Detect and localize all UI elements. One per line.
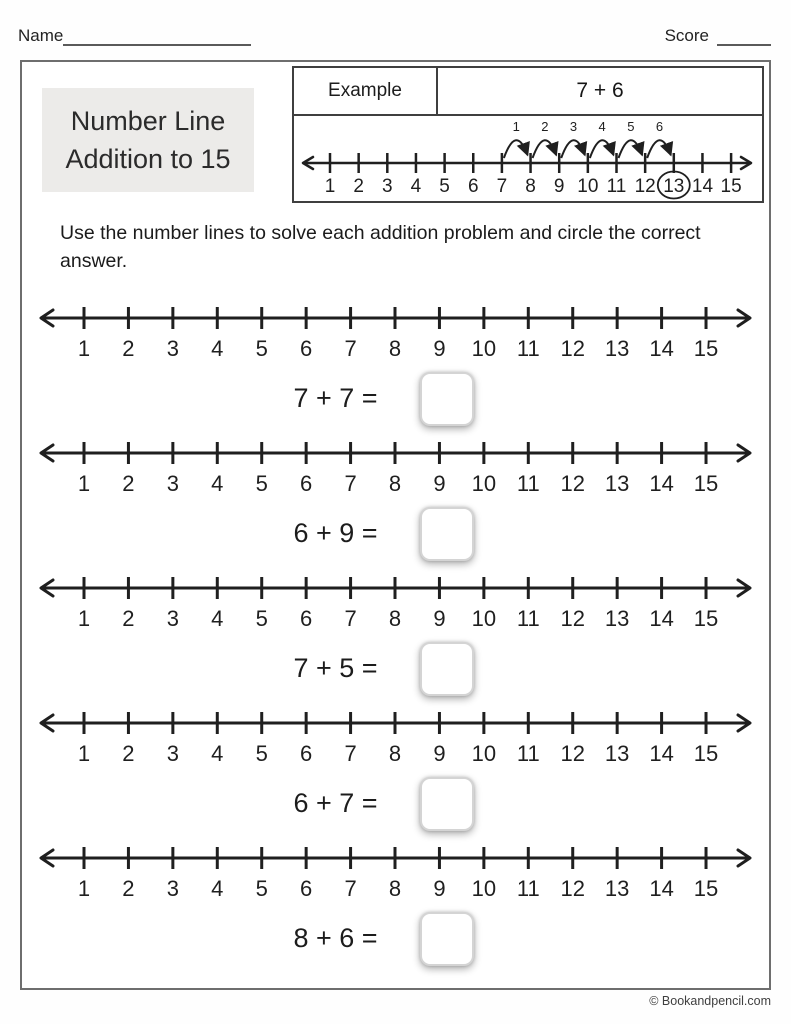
svg-text:1: 1 <box>77 605 91 631</box>
answer-box[interactable] <box>420 777 474 831</box>
svg-text:13: 13 <box>604 470 630 496</box>
svg-text:5: 5 <box>255 470 268 496</box>
svg-text:8: 8 <box>525 176 536 197</box>
svg-text:8: 8 <box>388 470 402 496</box>
svg-text:9: 9 <box>433 335 446 361</box>
svg-text:11: 11 <box>516 605 540 631</box>
svg-text:4: 4 <box>410 176 422 197</box>
svg-text:12: 12 <box>560 740 585 766</box>
svg-text:3: 3 <box>166 470 179 496</box>
svg-text:4: 4 <box>211 335 224 361</box>
svg-text:14: 14 <box>649 875 674 901</box>
svg-text:4: 4 <box>598 119 606 134</box>
svg-text:8: 8 <box>388 605 402 631</box>
svg-text:6: 6 <box>467 176 479 197</box>
svg-text:6: 6 <box>300 605 313 631</box>
problem-block <box>22 304 769 428</box>
svg-text:15: 15 <box>693 335 719 361</box>
svg-text:1: 1 <box>324 176 336 197</box>
example-header <box>294 68 762 116</box>
svg-text:11: 11 <box>516 335 540 361</box>
svg-text:9: 9 <box>553 176 565 197</box>
problem-row <box>10 640 757 698</box>
svg-text:13: 13 <box>663 176 685 197</box>
problems-list <box>22 304 769 968</box>
svg-text:3: 3 <box>166 335 179 361</box>
svg-text:10: 10 <box>471 335 497 361</box>
svg-text:12: 12 <box>634 176 656 197</box>
number-line-svg <box>22 709 769 767</box>
svg-text:1: 1 <box>77 875 91 901</box>
svg-text:2: 2 <box>122 605 135 631</box>
credit-text: © Bookandpencil.com <box>649 994 771 1008</box>
name-field <box>18 26 251 46</box>
svg-text:2: 2 <box>541 119 549 134</box>
number-line <box>22 844 769 902</box>
number-line <box>22 709 769 767</box>
svg-text:7: 7 <box>344 335 357 361</box>
number-line <box>22 304 769 362</box>
svg-text:9: 9 <box>433 470 446 496</box>
svg-text:7: 7 <box>344 605 357 631</box>
score-field <box>665 26 771 46</box>
svg-text:2: 2 <box>122 335 135 361</box>
svg-text:14: 14 <box>649 605 674 631</box>
svg-text:13: 13 <box>604 740 630 766</box>
svg-text:2: 2 <box>353 176 364 197</box>
title-line-2: Addition to 15 <box>65 144 231 174</box>
svg-text:7: 7 <box>344 470 357 496</box>
worksheet-header <box>22 62 769 203</box>
svg-text:12: 12 <box>560 875 585 901</box>
problem-row <box>10 775 757 833</box>
svg-text:2: 2 <box>122 875 135 901</box>
problem-expression: 6 + 9 = <box>293 518 378 549</box>
problem-block <box>22 709 769 833</box>
svg-text:5: 5 <box>439 176 450 197</box>
number-line-svg <box>22 304 769 362</box>
svg-text:3: 3 <box>166 605 179 631</box>
svg-text:15: 15 <box>693 740 719 766</box>
svg-text:12: 12 <box>560 470 585 496</box>
svg-text:6: 6 <box>300 470 313 496</box>
svg-text:10: 10 <box>471 875 497 901</box>
svg-text:3: 3 <box>382 176 393 197</box>
svg-text:1: 1 <box>77 335 91 361</box>
answer-box[interactable] <box>420 372 474 426</box>
answer-box[interactable] <box>420 912 474 966</box>
svg-text:7: 7 <box>496 176 508 197</box>
instructions-text: Use the number lines to solve each addition problem and circle the correct answer. <box>60 222 701 273</box>
svg-text:14: 14 <box>649 470 674 496</box>
svg-text:3: 3 <box>166 875 179 901</box>
svg-text:9: 9 <box>433 875 446 901</box>
svg-text:11: 11 <box>516 470 540 496</box>
svg-text:9: 9 <box>433 740 446 766</box>
svg-text:10: 10 <box>471 605 497 631</box>
svg-text:5: 5 <box>255 335 268 361</box>
svg-text:6: 6 <box>300 740 313 766</box>
svg-text:7: 7 <box>344 875 357 901</box>
worksheet-topbar <box>0 26 791 46</box>
svg-text:14: 14 <box>691 176 714 197</box>
svg-text:4: 4 <box>211 605 224 631</box>
svg-text:3: 3 <box>166 740 179 766</box>
svg-text:10: 10 <box>471 740 497 766</box>
number-line <box>22 574 769 632</box>
svg-text:6: 6 <box>655 119 664 134</box>
svg-text:1: 1 <box>77 470 91 496</box>
svg-text:10: 10 <box>471 470 497 496</box>
svg-text:13: 13 <box>604 875 630 901</box>
svg-text:4: 4 <box>211 875 224 901</box>
svg-text:15: 15 <box>693 605 719 631</box>
svg-text:2: 2 <box>122 740 135 766</box>
svg-text:11: 11 <box>516 875 540 901</box>
svg-text:11: 11 <box>606 176 627 197</box>
worksheet-title <box>42 88 254 192</box>
example-expression: 7 + 6 <box>576 79 624 102</box>
number-line-svg <box>22 844 769 902</box>
number-line-svg <box>22 439 769 497</box>
svg-text:13: 13 <box>604 605 630 631</box>
example-label: Example <box>294 68 438 114</box>
svg-text:8: 8 <box>388 875 402 901</box>
example-number-line <box>294 116 762 201</box>
score-label: Score <box>664 26 709 45</box>
number-line <box>22 439 769 497</box>
name-label: Name <box>18 26 64 45</box>
problem-expression: 8 + 6 = <box>293 923 378 954</box>
svg-text:15: 15 <box>693 875 719 901</box>
name-blank-line[interactable] <box>63 29 251 46</box>
answer-box[interactable] <box>420 507 474 561</box>
svg-text:8: 8 <box>388 740 402 766</box>
svg-text:14: 14 <box>649 740 674 766</box>
answer-box[interactable] <box>420 642 474 696</box>
number-line-svg <box>22 574 769 632</box>
svg-text:5: 5 <box>255 605 268 631</box>
svg-text:12: 12 <box>560 335 585 361</box>
problem-block <box>22 844 769 968</box>
svg-text:2: 2 <box>122 470 135 496</box>
svg-text:1: 1 <box>512 119 520 134</box>
svg-text:11: 11 <box>516 740 540 766</box>
svg-text:1: 1 <box>77 740 91 766</box>
title-line-1: Number Line <box>70 106 226 136</box>
svg-text:5: 5 <box>255 875 268 901</box>
svg-text:6: 6 <box>300 875 313 901</box>
svg-text:10: 10 <box>577 176 599 197</box>
svg-text:9: 9 <box>433 605 446 631</box>
svg-text:12: 12 <box>560 605 585 631</box>
problem-block <box>22 439 769 563</box>
problem-row <box>10 505 757 563</box>
worksheet-page <box>20 60 771 990</box>
svg-text:4: 4 <box>211 470 224 496</box>
svg-text:5: 5 <box>255 740 268 766</box>
svg-text:8: 8 <box>388 335 402 361</box>
svg-text:4: 4 <box>211 740 224 766</box>
svg-text:6: 6 <box>300 335 313 361</box>
problem-expression: 7 + 7 = <box>293 383 378 414</box>
svg-text:7: 7 <box>344 740 357 766</box>
svg-text:14: 14 <box>649 335 674 361</box>
svg-text:3: 3 <box>569 119 578 134</box>
problem-block <box>22 574 769 698</box>
example-number-line-svg <box>294 116 758 201</box>
problem-expression: 7 + 5 = <box>293 653 378 684</box>
example-box <box>292 66 764 203</box>
svg-text:5: 5 <box>627 119 635 134</box>
svg-text:13: 13 <box>604 335 630 361</box>
svg-text:15: 15 <box>693 470 719 496</box>
problem-row <box>10 370 757 428</box>
problem-row <box>10 910 757 968</box>
problem-expression: 6 + 7 = <box>293 788 378 819</box>
score-blank-line[interactable] <box>717 29 771 46</box>
svg-text:15: 15 <box>720 176 742 197</box>
